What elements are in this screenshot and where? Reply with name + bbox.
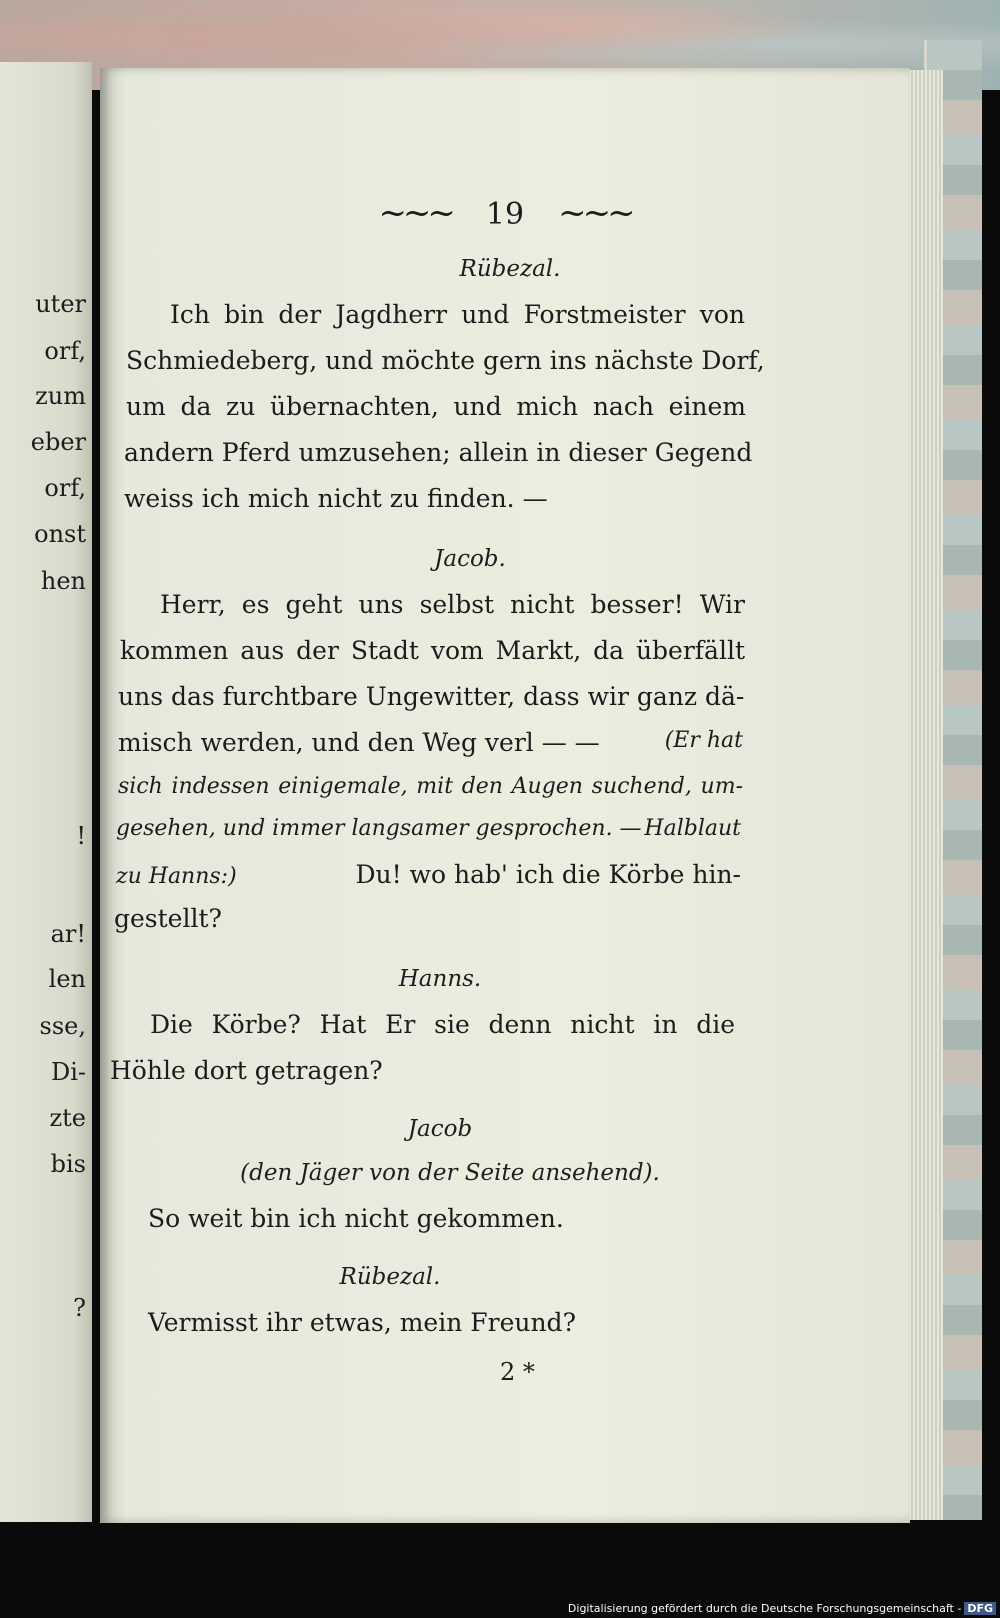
credit-text: Digitalisierung gefördert durch die Deutsche Forschungsgemeinschaft - [567, 1602, 962, 1615]
text-line: gestellt? [114, 904, 222, 933]
left-fragment: ! [76, 822, 86, 850]
text-line: uns das furchtbare Ungewitter, dass wir ganz dä- [118, 682, 745, 711]
text-line: Höhle dort getragen? [110, 1056, 383, 1085]
ornament-left: ~~~ [378, 193, 452, 233]
text-line: Herr, es geht uns selbst nicht besser! Wir [160, 590, 745, 619]
text-line [118, 728, 743, 757]
stage-direction: gesehen, und immer langsamer gesprochen. — [116, 816, 642, 841]
text-line: andern Pferd umzusehen; allein in dieser Gegend [124, 438, 753, 467]
speaker-heading: Rübezal. [459, 256, 561, 282]
text-line: weiss ich mich nicht zu finden. — [124, 484, 548, 513]
page-header [100, 193, 910, 233]
text-line: Vermisst ihr etwas, mein Freund? [148, 1308, 576, 1337]
signature-mark: 2 * [500, 1358, 535, 1386]
left-fragment: zum [35, 382, 86, 410]
text-line: kommen aus der Stadt vom Markt, da überfällt [120, 636, 745, 665]
left-page-fragment [0, 62, 92, 1522]
stage-direction: sich indessen einigemale, mit den Augen suchend, um- [118, 774, 743, 799]
page-number: 19 [485, 197, 525, 232]
speaker-heading: Jacob [407, 1116, 473, 1142]
text-segment: Du! wo hab' ich die Körbe hin- [355, 860, 741, 889]
speaker-heading: Hanns. [398, 966, 482, 992]
left-fragment: ? [73, 1294, 86, 1322]
left-fragment: orf, [44, 337, 86, 365]
text-line [116, 816, 741, 841]
text-segment: misch werden, und den Weg verl — — [118, 728, 600, 757]
left-fragment: zte [49, 1104, 86, 1132]
digitization-credit [568, 1602, 996, 1615]
left-fragment: onst [34, 520, 86, 548]
text-line: Ich bin der Jagdherr und Forstmeister von [170, 300, 745, 329]
text-line [116, 860, 741, 889]
left-fragment: orf, [44, 474, 86, 502]
left-fragment: hen [40, 567, 86, 595]
left-fragment: Di- [50, 1058, 86, 1086]
left-fragment: eber [30, 428, 86, 456]
left-fragment: uter [35, 290, 86, 318]
text-line: So weit bin ich nicht gekommen. [148, 1204, 564, 1233]
stage-direction: Halblaut [644, 816, 741, 841]
speaker-heading: Rübezal. [339, 1264, 441, 1290]
text-line: Die Körbe? Hat Er sie denn nicht in die [150, 1010, 735, 1039]
text-line: Schmiedeberg, und möchte gern ins nächste Dorf, [126, 346, 765, 375]
speaker-heading: Jacob. [434, 546, 506, 572]
text-line: um da zu übernachten, und mich nach einem [126, 392, 746, 421]
left-fragment: ar! [50, 920, 86, 948]
left-fragment: bis [50, 1150, 86, 1178]
book-page [100, 68, 910, 1523]
left-fragment: sse, [39, 1012, 86, 1040]
page-stack-edge [905, 70, 943, 1520]
left-fragment: len [48, 965, 86, 993]
stage-direction: zu Hanns:) [116, 864, 237, 889]
ornament-right: ~~~ [558, 193, 632, 233]
stage-direction: (den Jäger von der Seite ansehend). [240, 1160, 660, 1186]
dfg-logo: DFG [964, 1602, 996, 1615]
stage-direction: (Er hat [664, 728, 743, 753]
